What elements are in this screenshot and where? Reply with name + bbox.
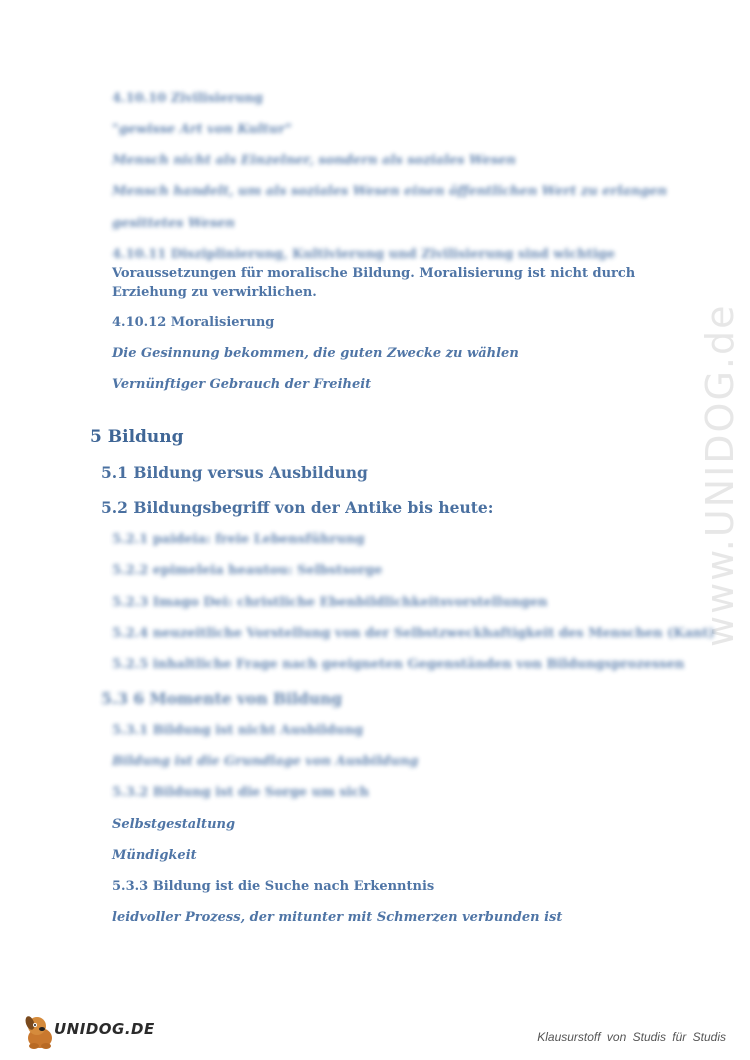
doc-line: Selbstgestaltung: [112, 817, 236, 832]
doc-line: 5.3.3 Bildung ist die Suche nach Erkenntnis: [112, 879, 435, 894]
logo[interactable]: [22, 1014, 162, 1050]
doc-line: Vernünftiger Gebrauch der Freiheit: [112, 377, 372, 392]
heading-5: 5 Bildung: [90, 427, 184, 447]
section-4-10-11-first: 4.10.11 Disziplinierung, Kultivierung und Zivilisierung sind wichtige: [112, 247, 615, 262]
watermark: www.UNIDOG.de: [698, 303, 742, 647]
doc-line: 5.2.3 Imago Dei: christliche Ebenbildlichkeitsvorstellungen: [112, 595, 548, 610]
footer-tagline: Klausurstoff von Studis für Studis: [537, 1030, 726, 1044]
heading-5-1: 5.1 Bildung versus Ausbildung: [101, 463, 368, 482]
section-4-10-11: [112, 245, 672, 302]
doc-line: Bildung ist die Grundlage von Ausbildung: [112, 754, 419, 769]
dog-mascot-icon: [22, 1014, 56, 1050]
doc-line: 5.2.5 inhaltliche Frage nach geeigneten Gegenständen von Bildungsprozessen: [112, 657, 685, 672]
doc-line: 4.10.12 Moralisierung: [112, 315, 275, 330]
doc-line: 5.3.1 Bildung ist nicht Ausbildung: [112, 723, 364, 738]
doc-line: 5.2.1 paideia: freie Lebensführung: [112, 532, 365, 547]
doc-line: Die Gesinnung bekommen, die guten Zwecke zu wählen: [112, 346, 519, 361]
doc-line: Mensch nicht als Einzelner, sondern als soziales Wesen: [112, 153, 516, 168]
doc-line: 5.3.2 Bildung ist die Sorge um sich: [112, 785, 369, 800]
heading-5-2: 5.2 Bildungsbegriff von der Antike bis heute:: [101, 498, 494, 517]
doc-line: gesittetes Wesen: [112, 216, 235, 231]
doc-line: 4.10.10 Zivilisierung: [112, 91, 263, 106]
heading-5-3: 5.3 6 Momente von Bildung: [101, 689, 343, 708]
section-4-10-11-rest: Voraussetzungen für moralische Bildung. Moralisierung ist nicht durch Erziehung zu verwirklichen.: [112, 266, 636, 300]
doc-line: Mensch handelt, um als soziales Wesen einen öffentlichen Wert zu erlangen: [112, 184, 667, 199]
doc-line: 5.2.4 neuzeitliche Vorstellung von der Selbstzweckhaftigkeit des Menschen (Kant): [112, 626, 715, 641]
doc-line: "gewisse Art von Kultur": [112, 122, 292, 137]
logo-text: UNIDOG.DE: [54, 1020, 155, 1038]
doc-line: 5.2.2 epimeleia heautou: Selbstsorge: [112, 563, 383, 578]
doc-line: Mündigkeit: [112, 848, 197, 863]
doc-line: leidvoller Prozess, der mitunter mit Schmerzen verbunden ist: [112, 910, 563, 925]
